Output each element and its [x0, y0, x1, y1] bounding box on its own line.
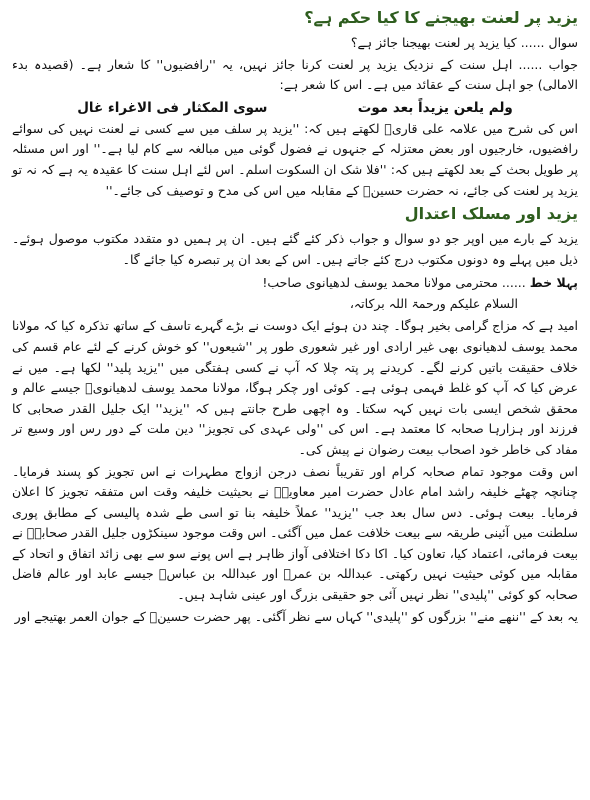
letter-title	[12, 272, 578, 293]
question-text: سوال ...... کیا یزید پر لعنت بھیجنا جائز ہے؟	[350, 35, 578, 50]
section-heading: یزید اور مسلک اعتدال	[404, 204, 578, 224]
letter-dots: ......	[501, 275, 526, 291]
letter-paragraph-3: یہ بعد کے ''ننھے منے'' بزرگوں کو ''پلیدی'' کہاں سے نظر آگئی۔ پھر حضرت حسینؓ کے جوان العمر بھتیجے اور	[14, 608, 578, 624]
page-title: یزید پر لعنت بھیجنے کا کیا حکم ہے؟	[304, 8, 578, 27]
letter-salutation: السلام علیکم ورحمۃ اللہ برکاتہ،	[349, 296, 518, 312]
letter-label: پہلا خط	[529, 275, 578, 291]
intro-paragraph: یزید کے بارے میں اوپر جو دو سوال و جواب ذکر کئے گئے ہیں۔ ان پر ہمیں دو متقدد مکتوب موصول ہوئے۔ ذیل میں پہلے وہ دونوں مکتوب درج کئے جاتے ہیں۔ اس کے بعد ان پر تبصرہ کیا جائے گا۔	[12, 231, 578, 267]
letter-paragraph-1: امید ہے کہ مزاج گرامی بخیر ہوگا۔ چند دن ہوئے ایک دوست نے بڑے گہرے تاسف کے ساتھ تذکرہ کیا کہ مولانا محمد یوسف لدھیانوی بھی غیر ارادی اور غیر شعوری طور پر ''شیعوں'' کو خوش کرنے کے لئے عام قسم کی خلاف حقیقت باتیں کرنے لگے۔ کریدنے پر پتہ چلا کہ آپ نے کسی ہفتگی میں ''یزید پلید'' لکھا ہے۔ میں نے عرض کیا کہ آپ کو غلط فہمی ہوئی ہے۔ کوئی اور چکر ہوگا، مولانا محمد یوسف لدھیانویؒ جیسے عالم و محقق شخص ایسی بات نہیں کہہ سکتا۔ وہ اچھی طرح جانتے ہیں کہ ''یزید'' ایک جلیل القدر صحابی کا فرزند اور ہزارہا صحابہ کا معتمد ہے۔ اس کی ''ولی عہدی کی تجویز'' دین ملت کے دور رس اور وسیع تر مفاد کی خاطر خود اصحاب بیعت رضوان نے پیش کی۔	[12, 318, 578, 457]
commentary-paragraph: اس کی شرح میں علامہ علی قاریؒ لکھتے ہیں کہ: ''یزید پر سلف میں سے کسی نے لعنت نہیں کی سوائے رافضیوں، خارجیوں اور بعض معتزلہ کے جنہوں نے فضول گوئی میں مبالغہ سے کام لیا ہے۔'' اور اس مسئلہ پر طویل بحث کے بعد لکھتے ہیں کہ: ''فلا شک ان السکوت اسلم۔ اس لئے اہل سنت کا عقیدہ یہ ہے کہ نہ تو یزید پر لعنت کی جائے، نہ حضرت حسینؓ کے مقابلہ میں اس کی مدح و توصیف کی جائے۔''	[12, 120, 578, 198]
letter-paragraph-2: اس وقت موجود تمام صحابہ کرام اور تقریباً نصف درجن ازواج مطہرات نے اس تجویز کو پسند فرمایا۔ چنانچہ چھٹے خلیفہ راشد امام عادل حضرت امیر معاویہؓ نے بحیثیت خلیفہ وقت اس متفقہ تجویز کا اعلان فرمایا۔ بیعت ہوئی۔ دس سال بعد جب ''یزید'' عملاً خلیفہ بنا تو اسی طے شدہ پالیسی کے مطابق پوری سلطنت میں آئینی طریقہ سے بیعت خلافت عمل میں آگئی۔ اس وقت موجود سینکڑوں جلیل القدر صحابہؓ نے بیعت فرمائی، اعتماد کیا، تعاون کیا۔ اکا دکا اختلافی آواز ظاہر ہے اس پونے سو سے بھی زائد اتفاق و اتحاد کے مقابلہ میں کوئی حیثیت نہیں رکھتی۔ عبداللہ بن عمرؓ اور عبداللہ بن عباسؓ جیسے عابد اور عالم فاضل صحابہ کو کوئی ''پلیدی'' نظر نہیں آئی جو حقیقی بزرگ اور عینی شاہد ہیں۔	[12, 463, 578, 603]
letter-addressee: محترمی مولانا محمد یوسف لدھیانوی صاحب!	[262, 275, 498, 291]
verse-first-hemistich: ولم یلعن یزیداً بعد موت	[357, 99, 513, 116]
verse-second-hemistich: سوی المکثار فی الاغراء غال	[77, 99, 268, 116]
answer-text: جواب ...... اہل سنت کے نزدیک یزید پر لعنت کرنا جائز نہیں، یہ ''رافضیوں'' کا شعار ہے۔ (قصیدہ بدء الامالی) جو اہل سنت کے عقائد میں ہے۔ اس کا شعر ہے:	[12, 56, 578, 93]
arabic-verse	[12, 97, 578, 119]
